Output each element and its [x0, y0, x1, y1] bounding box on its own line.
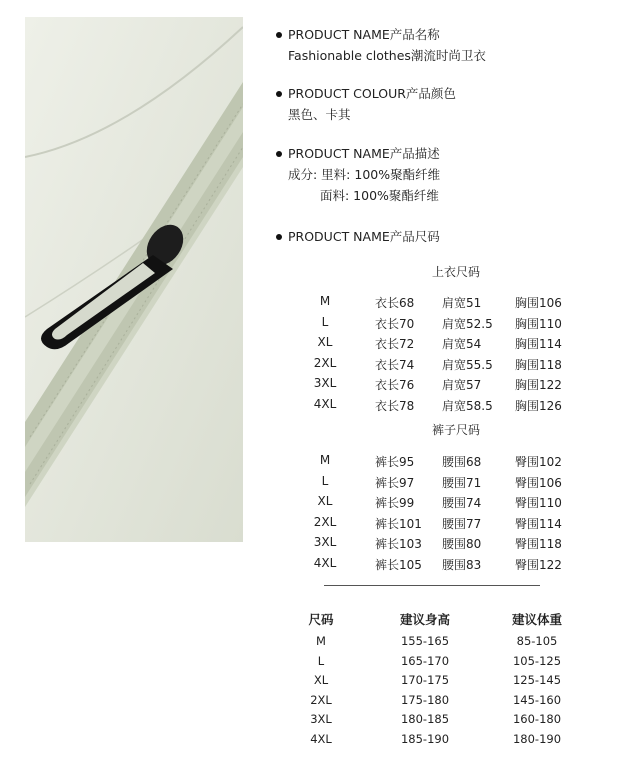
- bullet-icon: [276, 91, 282, 97]
- description-line-1: 成分: 里料: 100%聚酯纤维: [288, 167, 441, 182]
- top-size-cell: 衣长78: [375, 399, 415, 413]
- size-suggestion-cell: 125-145: [512, 673, 562, 688]
- pants-size-cell: 2XL: [313, 514, 337, 529]
- size-suggestion-row: [290, 654, 610, 673]
- pants-size-row: [300, 494, 630, 514]
- pants-size-cell: 腰围77: [442, 516, 482, 531]
- pants-size-cell: 臀围114: [515, 516, 562, 531]
- bullet-icon: [276, 234, 282, 240]
- top-size-cell: 衣长74: [375, 357, 415, 372]
- product-size-heading: PRODUCT NAME产品尺码: [288, 229, 440, 244]
- product-photo: [25, 17, 243, 542]
- pants-size-cell: 裤长97: [375, 475, 415, 490]
- pants-size-cell: 臀围102: [515, 455, 562, 469]
- top-size-cell: 衣长68: [375, 296, 415, 310]
- pants-size-cell: 臀围122: [515, 558, 562, 572]
- pants-size-cell: M: [319, 453, 331, 467]
- top-size-row: [300, 335, 630, 355]
- pants-size-cell: 裤长99: [375, 496, 415, 511]
- top-size-cell: 胸围114: [515, 337, 562, 352]
- pants-size-cell: 裤长105: [375, 558, 422, 572]
- size-suggestion-cell: 180-190: [512, 732, 562, 746]
- pants-size-cell: 4XL: [313, 556, 337, 570]
- top-size-cell: 肩宽52.5: [442, 316, 493, 331]
- size-suggestion-row: [290, 693, 610, 712]
- top-size-cell: 3XL: [313, 376, 337, 391]
- size-suggestion-header-cell: 建议身高: [399, 612, 450, 627]
- size-suggestion-cell: 3XL: [310, 712, 332, 727]
- size-suggestion-cell: L: [317, 653, 325, 668]
- top-size-cell: 2XL: [313, 355, 337, 370]
- pants-size-cell: 裤长95: [375, 455, 415, 469]
- size-suggestion-cell: 185-190: [400, 732, 450, 746]
- top-size-cell: M: [319, 294, 331, 308]
- product-size-section: [276, 226, 440, 247]
- top-size-cell: 肩宽57: [442, 378, 482, 393]
- product-name-section: [276, 24, 486, 66]
- size-suggestion-cell: 175-180: [400, 692, 450, 707]
- product-colour-section: [276, 83, 456, 125]
- size-suggestion-row: [290, 634, 610, 653]
- top-size-cell: 胸围106: [515, 296, 562, 310]
- top-size-cell: 4XL: [313, 397, 337, 411]
- bullet-icon: [276, 32, 282, 38]
- top-size-cell: 胸围126: [515, 399, 562, 413]
- top-size-cell: 胸围110: [515, 316, 562, 331]
- pants-size-cell: 臀围118: [515, 537, 562, 552]
- size-suggestion-cell: XL: [313, 673, 329, 688]
- size-suggestion-header-cell: 尺码: [308, 612, 334, 627]
- pants-size-cell: 腰围71: [442, 475, 482, 490]
- top-size-cell: L: [321, 314, 329, 329]
- divider: [324, 585, 540, 586]
- top-size-cell: 衣长70: [375, 316, 415, 331]
- top-size-cell: XL: [317, 335, 333, 350]
- product-colour-heading: PRODUCT COLOUR产品颜色: [288, 86, 456, 101]
- top-size-title: 上衣尺码: [431, 265, 480, 279]
- size-suggestion-cell: 160-180: [512, 712, 562, 727]
- pants-size-cell: 腰围83: [442, 558, 482, 572]
- top-size-row: [300, 294, 630, 314]
- size-suggestion-row: [290, 712, 610, 731]
- top-size-cell: 肩宽51: [442, 296, 482, 310]
- top-size-cell: 肩宽58.5: [442, 399, 493, 413]
- pants-size-cell: 腰围80: [442, 537, 482, 552]
- pants-size-cell: 腰围68: [442, 455, 482, 469]
- pants-size-cell: 裤长101: [375, 516, 422, 531]
- description-line-2: 面料: 100%聚酯纤维: [320, 188, 439, 203]
- size-suggestion-cell: 165-170: [400, 653, 450, 668]
- size-suggestion-row: [290, 673, 610, 692]
- pants-size-cell: 裤长103: [375, 537, 422, 552]
- top-size-cell: 胸围122: [515, 378, 562, 393]
- size-suggestion-cell: 145-160: [512, 692, 562, 707]
- size-suggestion-header: [290, 610, 610, 629]
- pants-size-cell: 臀围106: [515, 475, 562, 490]
- top-size-cell: 肩宽54: [442, 337, 482, 352]
- bullet-icon: [276, 151, 282, 157]
- pants-size-cell: 3XL: [313, 535, 337, 550]
- size-suggestion-cell: 85-105: [516, 634, 558, 648]
- pants-size-cell: XL: [317, 494, 333, 509]
- size-suggestion-cell: 2XL: [310, 692, 332, 707]
- product-name-value: Fashionable clothes潮流时尚卫衣: [288, 48, 486, 63]
- pants-size-row: [300, 474, 630, 494]
- size-suggestion-header-cell: 建议体重: [511, 612, 562, 627]
- top-size-cell: 胸围118: [515, 357, 562, 372]
- size-suggestion-cell: M: [316, 634, 326, 648]
- pants-size-row: [300, 453, 630, 473]
- pants-size-cell: L: [321, 473, 329, 488]
- top-size-row: [300, 376, 630, 396]
- product-description-section: [276, 143, 440, 206]
- product-colour-value: 黑色、卡其: [288, 107, 351, 122]
- pants-size-row: [300, 515, 630, 535]
- top-size-cell: 衣长72: [375, 337, 415, 352]
- top-size-row: [300, 356, 630, 376]
- product-description-heading: PRODUCT NAME产品描述: [288, 146, 440, 161]
- top-size-row: [300, 315, 630, 335]
- pants-size-title: 裤子尺码: [431, 423, 480, 437]
- size-suggestion-cell: 180-185: [400, 712, 450, 727]
- pants-size-cell: 腰围74: [442, 496, 482, 511]
- size-suggestion-cell: 4XL: [310, 732, 332, 746]
- pants-size-row: [300, 556, 630, 576]
- product-name-heading: PRODUCT NAME产品名称: [288, 27, 440, 42]
- size-suggestion-cell: 155-165: [400, 634, 450, 648]
- size-suggestion-row: [290, 732, 610, 751]
- top-size-row: [300, 397, 630, 417]
- pants-size-row: [300, 535, 630, 555]
- zipper-closeup-image: [25, 17, 243, 542]
- size-suggestion-cell: 170-175: [400, 673, 450, 688]
- pants-size-cell: 臀围110: [515, 496, 562, 511]
- top-size-cell: 肩宽55.5: [442, 357, 493, 372]
- top-size-cell: 衣长76: [375, 378, 415, 393]
- size-suggestion-cell: 105-125: [512, 653, 562, 668]
